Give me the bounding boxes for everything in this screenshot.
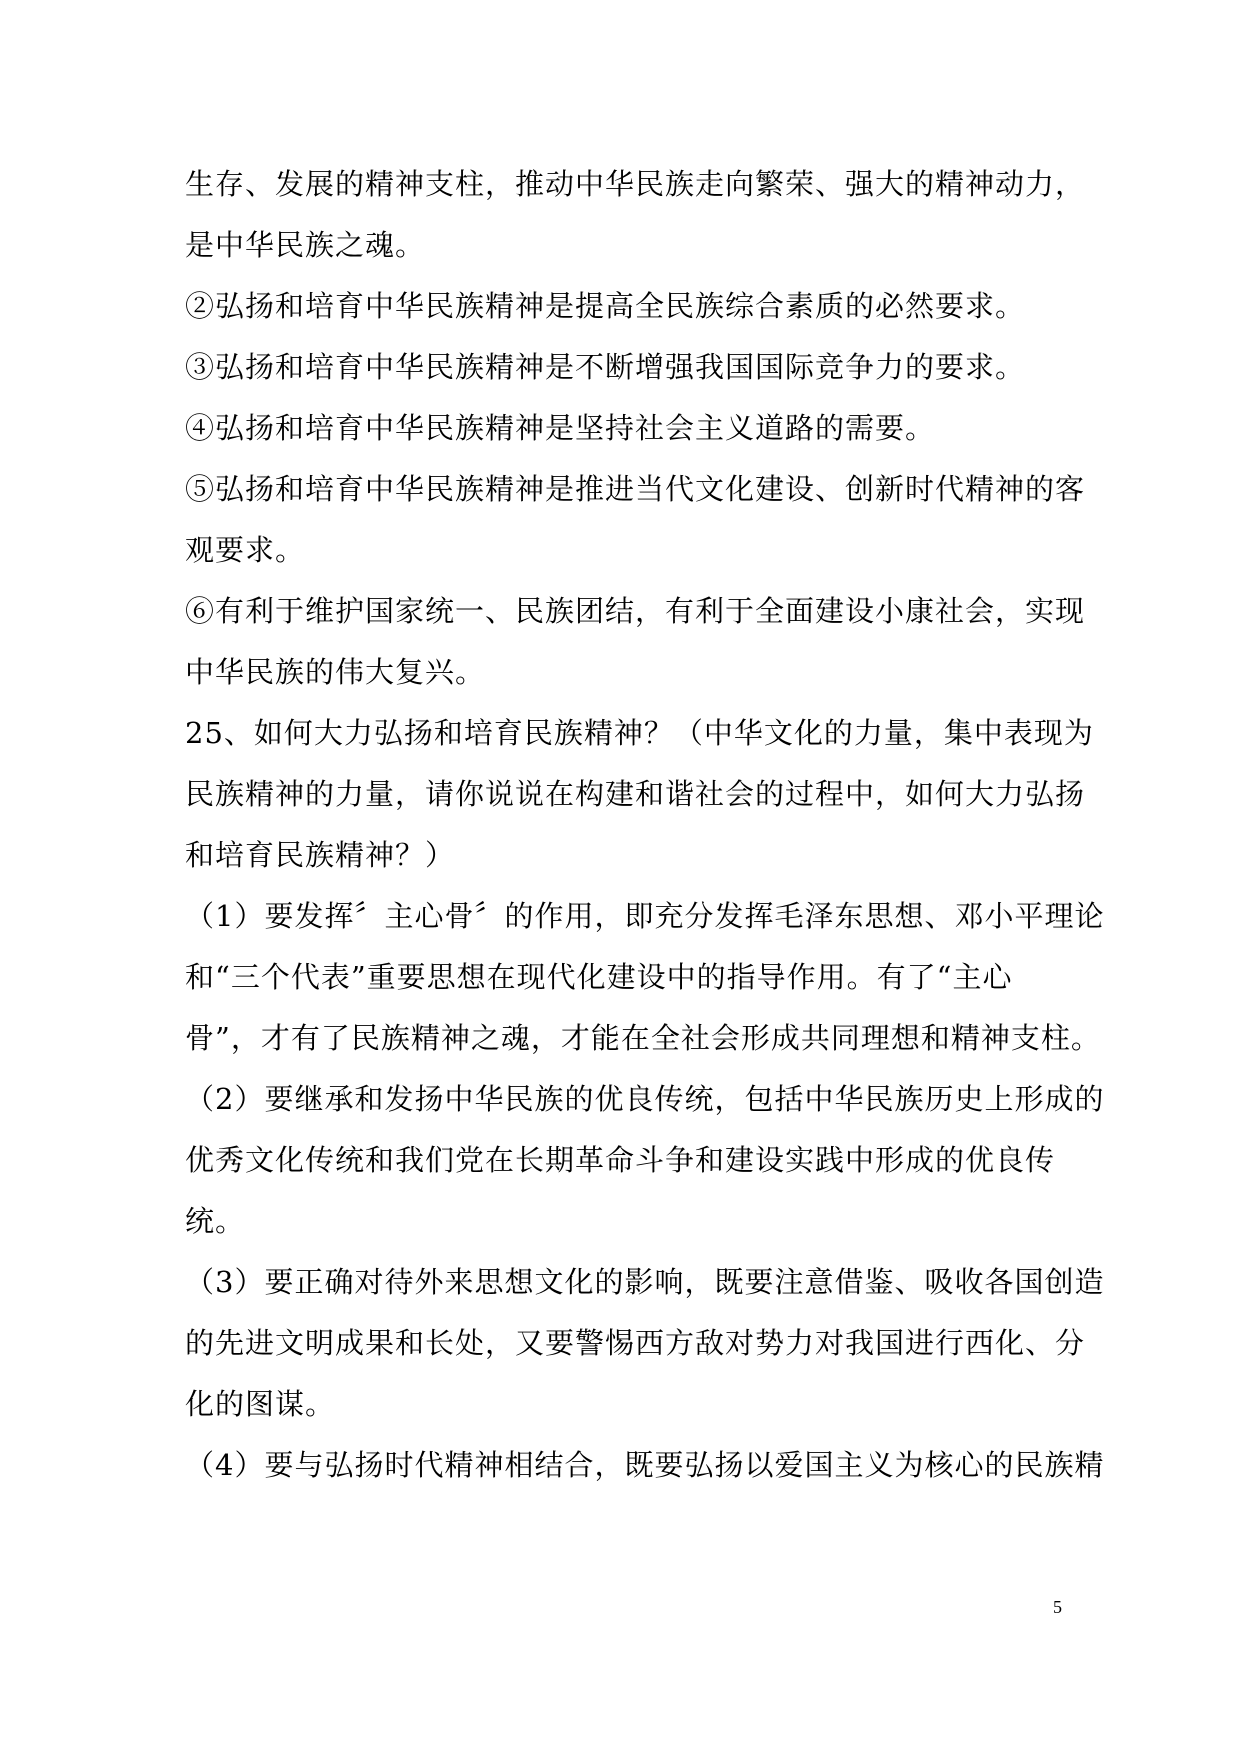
text-line: 25、如何大力弘扬和培育民族精神？（中华文化的力量，集中表现为 (185, 716, 1094, 750)
text-line: ③弘扬和培育中华民族精神是不断增强我国国际竞争力的要求。 (185, 350, 1026, 384)
text-line: 中华民族的伟大复兴。 (185, 655, 486, 689)
text-line: 化的图谋。 (185, 1387, 336, 1421)
text-line: 的先进文明成果和长处，又要警惕西方敌对势力对我国进行西化、分 (185, 1326, 1086, 1360)
text-line: 民族精神的力量，请你说说在构建和谐社会的过程中，如何大力弘扬 (185, 777, 1086, 811)
text-line: 骨”，才有了民族精神之魂，才能在全社会形成共同理想和精神支柱。 (185, 1021, 1101, 1055)
text-line: 生存、发展的精神支柱，推动中华民族走向繁荣、强大的精神动力， (185, 167, 1086, 201)
text-line: ④弘扬和培育中华民族精神是坚持社会主义道路的需要。 (185, 411, 936, 445)
text-line: ②弘扬和培育中华民族精神是提高全民族综合素质的必然要求。 (185, 289, 1026, 323)
text-line: ⑥有利于维护国家统一、民族团结，有利于全面建设小康社会，实现 (185, 594, 1086, 628)
page-number: 5 (1053, 1597, 1062, 1617)
text-line: 和“三个代表”重要思想在现代化建设中的指导作用。有了“主心 (185, 960, 1013, 994)
text-line: （2）要继承和发扬中华民族的优良传统，包括中华民族历史上形成的 (185, 1082, 1105, 1116)
text-line: （3）要正确对待外来思想文化的影响，既要注意借鉴、吸收各国创造 (185, 1265, 1105, 1299)
text-line: 统。 (185, 1204, 246, 1238)
text-line: 优秀文化传统和我们党在长期革命斗争和建设实践中形成的优良传 (185, 1143, 1056, 1177)
text-line: 是中华民族之魂。 (185, 228, 426, 262)
text-line: ⑤弘扬和培育中华民族精神是推进当代文化建设、创新时代精神的客 (185, 472, 1086, 506)
text-line: （4）要与弘扬时代精神相结合，既要弘扬以爱国主义为核心的民族精 (185, 1448, 1105, 1482)
text-line: 和培育民族精神？） (185, 838, 456, 872)
text-line: 观要求。 (185, 533, 306, 567)
text-line: （1）要发挥〞主心骨〞的作用，即充分发挥毛泽东思想、邓小平理论 (185, 899, 1105, 933)
